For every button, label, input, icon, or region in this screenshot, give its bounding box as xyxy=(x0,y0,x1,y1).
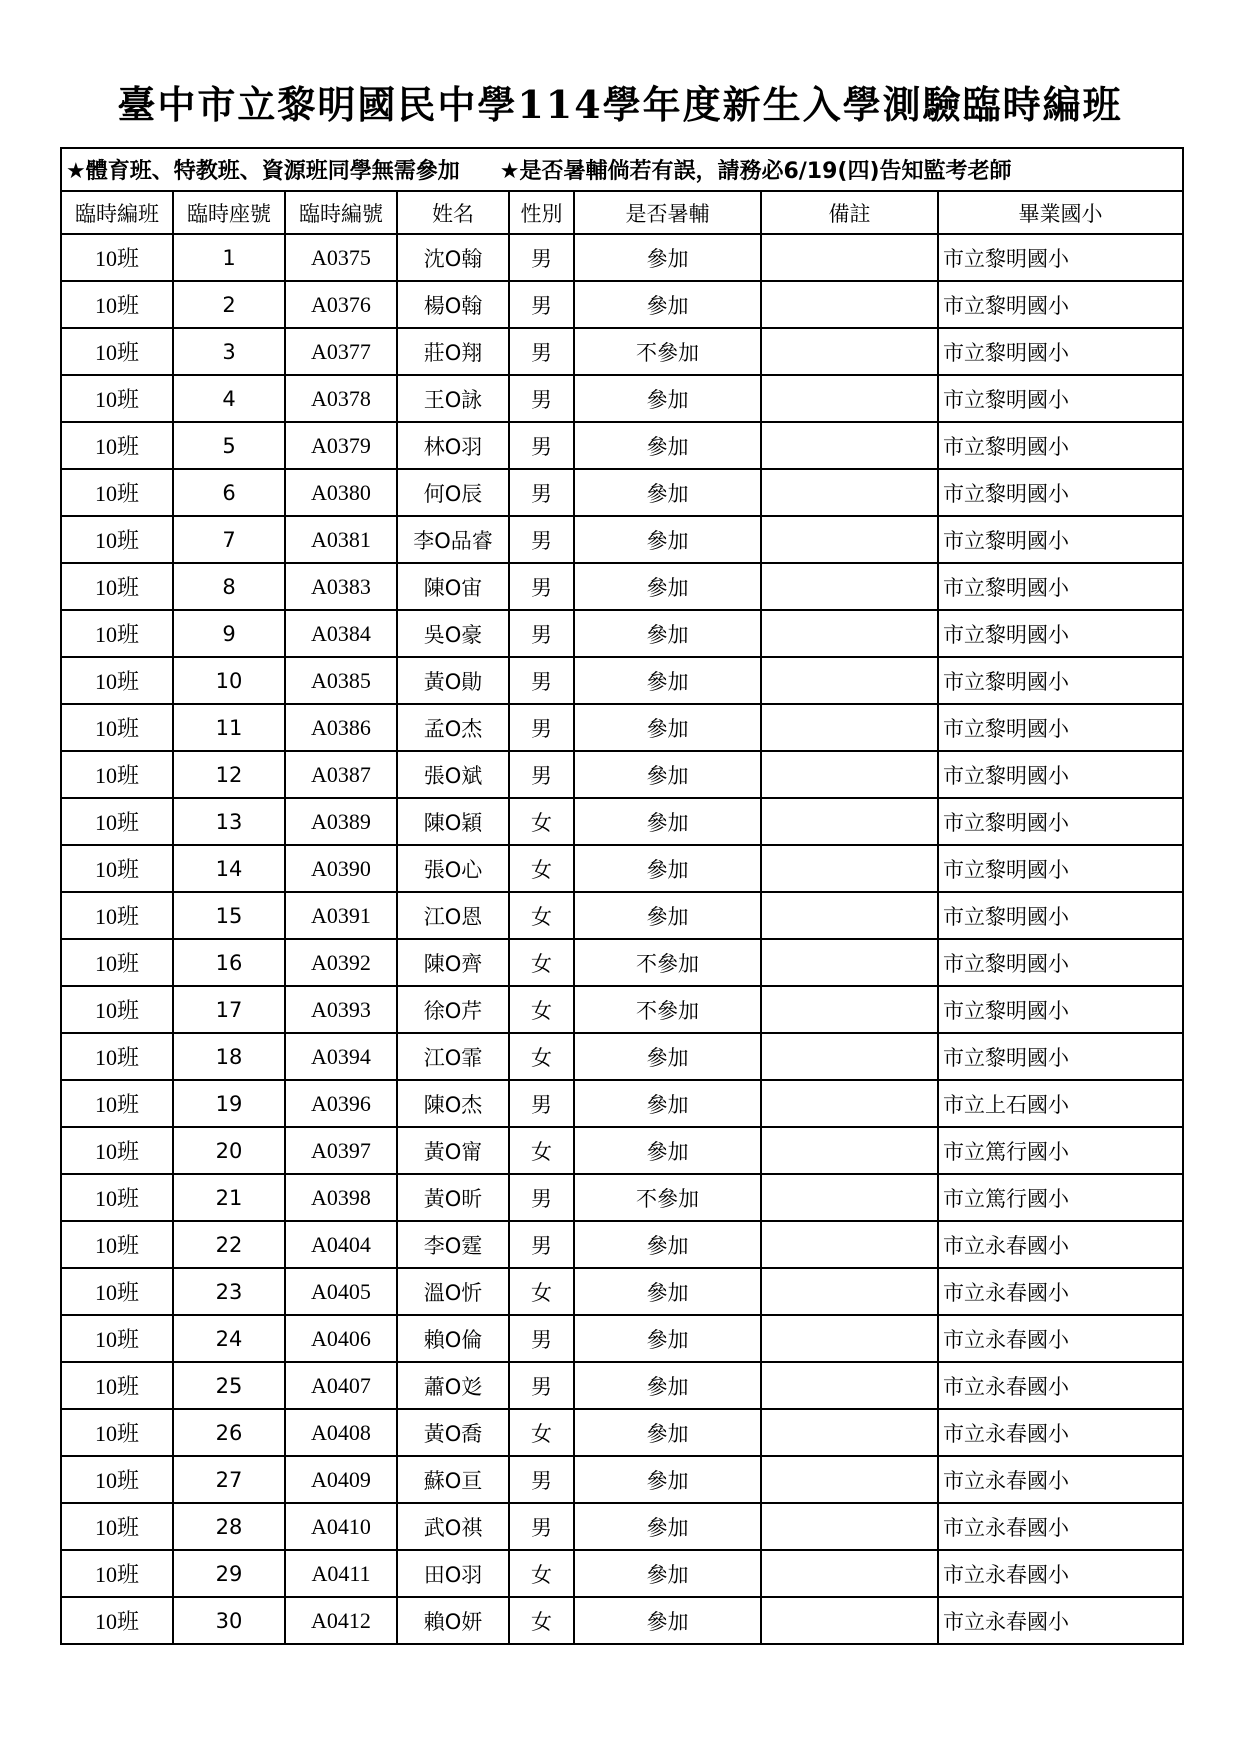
temp-id-cell: A0375 xyxy=(285,234,397,281)
gender-cell: 女 xyxy=(509,1597,574,1644)
elementary-school-cell: 市立黎明國小 xyxy=(938,469,1183,516)
remarks-cell xyxy=(761,1550,938,1597)
temp-id-cell: A0389 xyxy=(285,798,397,845)
remarks-cell xyxy=(761,1597,938,1644)
temp-id-cell: A0410 xyxy=(285,1503,397,1550)
summer-class-cell: 參加 xyxy=(574,1221,761,1268)
remarks-cell xyxy=(761,751,938,798)
remarks-cell xyxy=(761,1127,938,1174)
elementary-school-cell: 市立永春國小 xyxy=(938,1456,1183,1503)
temp-class-cell: 10班 xyxy=(61,234,173,281)
name-cell: 江O恩 xyxy=(397,892,509,939)
elementary-school-cell: 市立篤行國小 xyxy=(938,1127,1183,1174)
gender-cell: 男 xyxy=(509,610,574,657)
temp-id-cell: A0404 xyxy=(285,1221,397,1268)
remarks-cell xyxy=(761,939,938,986)
table-row xyxy=(61,892,1183,939)
gender-cell: 男 xyxy=(509,234,574,281)
col-header-temp-seat: 臨時座號 xyxy=(173,191,285,234)
remarks-cell xyxy=(761,1174,938,1221)
elementary-school-cell: 市立篤行國小 xyxy=(938,1174,1183,1221)
gender-cell: 男 xyxy=(509,1221,574,1268)
temp-id-cell: A0394 xyxy=(285,1033,397,1080)
elementary-school-cell: 市立永春國小 xyxy=(938,1221,1183,1268)
temp-id-cell: A0398 xyxy=(285,1174,397,1221)
table-row xyxy=(61,798,1183,845)
temp-class-cell: 10班 xyxy=(61,375,173,422)
elementary-school-cell: 市立黎明國小 xyxy=(938,610,1183,657)
remarks-cell xyxy=(761,1503,938,1550)
temp-seat-cell: 12 xyxy=(173,751,285,798)
elementary-school-cell: 市立黎明國小 xyxy=(938,751,1183,798)
name-cell: 黃O喬 xyxy=(397,1409,509,1456)
col-header-summer-class: 是否暑輔 xyxy=(574,191,761,234)
temp-id-cell: A0396 xyxy=(285,1080,397,1127)
col-header-remarks: 備註 xyxy=(761,191,938,234)
remarks-cell xyxy=(761,234,938,281)
temp-class-cell: 10班 xyxy=(61,1315,173,1362)
table-row xyxy=(61,845,1183,892)
gender-cell: 男 xyxy=(509,328,574,375)
temp-id-cell: A0377 xyxy=(285,328,397,375)
notice-left: ★體育班、特教班、資源班同學無需參加 xyxy=(66,159,460,184)
temp-class-cell: 10班 xyxy=(61,845,173,892)
elementary-school-cell: 市立黎明國小 xyxy=(938,234,1183,281)
elementary-school-cell: 市立永春國小 xyxy=(938,1409,1183,1456)
summer-class-cell: 參加 xyxy=(574,1362,761,1409)
temp-class-cell: 10班 xyxy=(61,422,173,469)
table-row xyxy=(61,1409,1183,1456)
gender-cell: 男 xyxy=(509,422,574,469)
remarks-cell xyxy=(761,704,938,751)
name-cell: 陳O齊 xyxy=(397,939,509,986)
table-row xyxy=(61,1127,1183,1174)
gender-cell: 女 xyxy=(509,1127,574,1174)
summer-class-cell: 不參加 xyxy=(574,939,761,986)
summer-class-cell: 不參加 xyxy=(574,328,761,375)
remarks-cell xyxy=(761,281,938,328)
temp-seat-cell: 25 xyxy=(173,1362,285,1409)
remarks-cell xyxy=(761,375,938,422)
remarks-cell xyxy=(761,610,938,657)
temp-seat-cell: 23 xyxy=(173,1268,285,1315)
summer-class-cell: 參加 xyxy=(574,1127,761,1174)
remarks-cell xyxy=(761,1033,938,1080)
summer-class-cell: 參加 xyxy=(574,1033,761,1080)
elementary-school-cell: 市立永春國小 xyxy=(938,1362,1183,1409)
temp-id-cell: A0386 xyxy=(285,704,397,751)
elementary-school-cell: 市立永春國小 xyxy=(938,1268,1183,1315)
remarks-cell xyxy=(761,845,938,892)
gender-cell: 女 xyxy=(509,1268,574,1315)
remarks-cell xyxy=(761,1362,938,1409)
name-cell: 吳O豪 xyxy=(397,610,509,657)
temp-class-cell: 10班 xyxy=(61,1174,173,1221)
table-row xyxy=(61,1174,1183,1221)
temp-id-cell: A0387 xyxy=(285,751,397,798)
col-header-temp-class: 臨時編班 xyxy=(61,191,173,234)
summer-class-cell: 參加 xyxy=(574,234,761,281)
temp-class-cell: 10班 xyxy=(61,563,173,610)
temp-id-cell: A0405 xyxy=(285,1268,397,1315)
table-row xyxy=(61,1315,1183,1362)
temp-class-cell: 10班 xyxy=(61,1503,173,1550)
table-row xyxy=(61,1597,1183,1644)
gender-cell: 男 xyxy=(509,751,574,798)
elementary-school-cell: 市立黎明國小 xyxy=(938,281,1183,328)
temp-id-cell: A0406 xyxy=(285,1315,397,1362)
col-header-elementary-school: 畢業國小 xyxy=(938,191,1183,234)
remarks-cell xyxy=(761,1221,938,1268)
name-cell: 黃O勛 xyxy=(397,657,509,704)
summer-class-cell: 參加 xyxy=(574,1080,761,1127)
remarks-cell xyxy=(761,469,938,516)
notice-right: ★是否暑輔倘若有誤，請務必6/19(四)告知監考老師 xyxy=(499,159,1012,184)
temp-class-cell: 10班 xyxy=(61,1268,173,1315)
summer-class-cell: 參加 xyxy=(574,657,761,704)
elementary-school-cell: 市立黎明國小 xyxy=(938,892,1183,939)
table-row xyxy=(61,281,1183,328)
table-row xyxy=(61,1550,1183,1597)
temp-seat-cell: 9 xyxy=(173,610,285,657)
gender-cell: 女 xyxy=(509,798,574,845)
header-row xyxy=(61,191,1183,234)
remarks-cell xyxy=(761,328,938,375)
temp-id-cell: A0407 xyxy=(285,1362,397,1409)
gender-cell: 男 xyxy=(509,469,574,516)
elementary-school-cell: 市立黎明國小 xyxy=(938,328,1183,375)
temp-class-cell: 10班 xyxy=(61,798,173,845)
page-title: 臺中市立黎明國民中學114學年度新生入學測驗臨時編班 xyxy=(117,82,1123,127)
table-row xyxy=(61,234,1183,281)
temp-seat-cell: 19 xyxy=(173,1080,285,1127)
temp-seat-cell: 4 xyxy=(173,375,285,422)
name-cell: 莊O翔 xyxy=(397,328,509,375)
gender-cell: 女 xyxy=(509,1033,574,1080)
remarks-cell xyxy=(761,422,938,469)
temp-id-cell: A0408 xyxy=(285,1409,397,1456)
temp-seat-cell: 17 xyxy=(173,986,285,1033)
temp-seat-cell: 11 xyxy=(173,704,285,751)
name-cell: 江O霏 xyxy=(397,1033,509,1080)
name-cell: 陳O宙 xyxy=(397,563,509,610)
name-cell: 賴O倫 xyxy=(397,1315,509,1362)
summer-class-cell: 參加 xyxy=(574,610,761,657)
temp-class-cell: 10班 xyxy=(61,1033,173,1080)
table-row xyxy=(61,1362,1183,1409)
remarks-cell xyxy=(761,657,938,704)
temp-seat-cell: 7 xyxy=(173,516,285,563)
temp-class-cell: 10班 xyxy=(61,939,173,986)
elementary-school-cell: 市立黎明國小 xyxy=(938,939,1183,986)
summer-class-cell: 參加 xyxy=(574,892,761,939)
table-row xyxy=(61,657,1183,704)
class-roster-table xyxy=(60,147,1184,1645)
name-cell: 張O心 xyxy=(397,845,509,892)
temp-class-cell: 10班 xyxy=(61,657,173,704)
temp-class-cell: 10班 xyxy=(61,1221,173,1268)
temp-seat-cell: 24 xyxy=(173,1315,285,1362)
temp-seat-cell: 30 xyxy=(173,1597,285,1644)
temp-class-cell: 10班 xyxy=(61,328,173,375)
temp-seat-cell: 15 xyxy=(173,892,285,939)
temp-class-cell: 10班 xyxy=(61,986,173,1033)
summer-class-cell: 參加 xyxy=(574,516,761,563)
gender-cell: 男 xyxy=(509,657,574,704)
gender-cell: 男 xyxy=(509,1315,574,1362)
remarks-cell xyxy=(761,892,938,939)
temp-seat-cell: 1 xyxy=(173,234,285,281)
temp-seat-cell: 8 xyxy=(173,563,285,610)
remarks-cell xyxy=(761,1315,938,1362)
temp-seat-cell: 6 xyxy=(173,469,285,516)
table-row xyxy=(61,1221,1183,1268)
gender-cell: 女 xyxy=(509,1409,574,1456)
gender-cell: 女 xyxy=(509,939,574,986)
table-row xyxy=(61,422,1183,469)
temp-id-cell: A0376 xyxy=(285,281,397,328)
name-cell: 武O祺 xyxy=(397,1503,509,1550)
elementary-school-cell: 市立黎明國小 xyxy=(938,375,1183,422)
temp-id-cell: A0378 xyxy=(285,375,397,422)
temp-class-cell: 10班 xyxy=(61,1550,173,1597)
elementary-school-cell: 市立黎明國小 xyxy=(938,704,1183,751)
elementary-school-cell: 市立上石國小 xyxy=(938,1080,1183,1127)
elementary-school-cell: 市立永春國小 xyxy=(938,1597,1183,1644)
temp-id-cell: A0397 xyxy=(285,1127,397,1174)
temp-seat-cell: 26 xyxy=(173,1409,285,1456)
table-row xyxy=(61,328,1183,375)
table-row xyxy=(61,1268,1183,1315)
elementary-school-cell: 市立黎明國小 xyxy=(938,845,1183,892)
temp-seat-cell: 21 xyxy=(173,1174,285,1221)
gender-cell: 男 xyxy=(509,1080,574,1127)
gender-cell: 男 xyxy=(509,563,574,610)
temp-class-cell: 10班 xyxy=(61,281,173,328)
temp-class-cell: 10班 xyxy=(61,751,173,798)
name-cell: 黃O甯 xyxy=(397,1127,509,1174)
table-row xyxy=(61,610,1183,657)
temp-seat-cell: 2 xyxy=(173,281,285,328)
elementary-school-cell: 市立永春國小 xyxy=(938,1550,1183,1597)
remarks-cell xyxy=(761,516,938,563)
temp-id-cell: A0384 xyxy=(285,610,397,657)
notice-cell xyxy=(61,148,1183,191)
temp-class-cell: 10班 xyxy=(61,1409,173,1456)
elementary-school-cell: 市立黎明國小 xyxy=(938,516,1183,563)
summer-class-cell: 參加 xyxy=(574,1597,761,1644)
temp-seat-cell: 13 xyxy=(173,798,285,845)
temp-seat-cell: 22 xyxy=(173,1221,285,1268)
gender-cell: 女 xyxy=(509,892,574,939)
temp-seat-cell: 14 xyxy=(173,845,285,892)
elementary-school-cell: 市立黎明國小 xyxy=(938,798,1183,845)
name-cell: 溫O忻 xyxy=(397,1268,509,1315)
summer-class-cell: 參加 xyxy=(574,1268,761,1315)
name-cell: 孟O杰 xyxy=(397,704,509,751)
summer-class-cell: 參加 xyxy=(574,469,761,516)
temp-id-cell: A0412 xyxy=(285,1597,397,1644)
summer-class-cell: 參加 xyxy=(574,1409,761,1456)
temp-id-cell: A0381 xyxy=(285,516,397,563)
temp-id-cell: A0411 xyxy=(285,1550,397,1597)
summer-class-cell: 參加 xyxy=(574,845,761,892)
temp-id-cell: A0383 xyxy=(285,563,397,610)
col-header-temp-id: 臨時編號 xyxy=(285,191,397,234)
elementary-school-cell: 市立黎明國小 xyxy=(938,422,1183,469)
table-row xyxy=(61,1456,1183,1503)
gender-cell: 男 xyxy=(509,375,574,422)
table-row xyxy=(61,939,1183,986)
name-cell: 陳O杰 xyxy=(397,1080,509,1127)
remarks-cell xyxy=(761,1080,938,1127)
gender-cell: 男 xyxy=(509,516,574,563)
temp-seat-cell: 20 xyxy=(173,1127,285,1174)
remarks-cell xyxy=(761,1456,938,1503)
elementary-school-cell: 市立黎明國小 xyxy=(938,657,1183,704)
summer-class-cell: 參加 xyxy=(574,798,761,845)
name-cell: 楊O翰 xyxy=(397,281,509,328)
temp-class-cell: 10班 xyxy=(61,1456,173,1503)
gender-cell: 女 xyxy=(509,1550,574,1597)
name-cell: 沈O翰 xyxy=(397,234,509,281)
roster-body xyxy=(61,234,1183,1644)
elementary-school-cell: 市立黎明國小 xyxy=(938,1033,1183,1080)
temp-class-cell: 10班 xyxy=(61,704,173,751)
temp-class-cell: 10班 xyxy=(61,469,173,516)
remarks-cell xyxy=(761,563,938,610)
temp-id-cell: A0380 xyxy=(285,469,397,516)
name-cell: 何O辰 xyxy=(397,469,509,516)
remarks-cell xyxy=(761,986,938,1033)
gender-cell: 女 xyxy=(509,986,574,1033)
name-cell: 徐O芹 xyxy=(397,986,509,1033)
temp-class-cell: 10班 xyxy=(61,1127,173,1174)
gender-cell: 男 xyxy=(509,704,574,751)
remarks-cell xyxy=(761,1409,938,1456)
temp-id-cell: A0390 xyxy=(285,845,397,892)
table-row xyxy=(61,469,1183,516)
temp-class-cell: 10班 xyxy=(61,1597,173,1644)
temp-seat-cell: 16 xyxy=(173,939,285,986)
summer-class-cell: 不參加 xyxy=(574,986,761,1033)
remarks-cell xyxy=(761,798,938,845)
table-row xyxy=(61,1503,1183,1550)
temp-id-cell: A0409 xyxy=(285,1456,397,1503)
col-header-gender: 性別 xyxy=(509,191,574,234)
temp-seat-cell: 27 xyxy=(173,1456,285,1503)
name-cell: 蘇O亘 xyxy=(397,1456,509,1503)
summer-class-cell: 參加 xyxy=(574,422,761,469)
name-cell: 李O品睿 xyxy=(397,516,509,563)
summer-class-cell: 參加 xyxy=(574,1550,761,1597)
name-cell: 蕭O彣 xyxy=(397,1362,509,1409)
gender-cell: 男 xyxy=(509,1362,574,1409)
summer-class-cell: 參加 xyxy=(574,375,761,422)
temp-class-cell: 10班 xyxy=(61,892,173,939)
summer-class-cell: 參加 xyxy=(574,563,761,610)
name-cell: 王O詠 xyxy=(397,375,509,422)
summer-class-cell: 參加 xyxy=(574,1503,761,1550)
summer-class-cell: 參加 xyxy=(574,1315,761,1362)
gender-cell: 女 xyxy=(509,845,574,892)
remarks-cell xyxy=(761,1268,938,1315)
temp-id-cell: A0393 xyxy=(285,986,397,1033)
summer-class-cell: 參加 xyxy=(574,751,761,798)
gender-cell: 男 xyxy=(509,1503,574,1550)
temp-id-cell: A0385 xyxy=(285,657,397,704)
summer-class-cell: 參加 xyxy=(574,1456,761,1503)
elementary-school-cell: 市立永春國小 xyxy=(938,1315,1183,1362)
temp-id-cell: A0392 xyxy=(285,939,397,986)
elementary-school-cell: 市立永春國小 xyxy=(938,1503,1183,1550)
name-cell: 黃O昕 xyxy=(397,1174,509,1221)
table-row xyxy=(61,751,1183,798)
temp-class-cell: 10班 xyxy=(61,1080,173,1127)
name-cell: 陳O穎 xyxy=(397,798,509,845)
temp-seat-cell: 10 xyxy=(173,657,285,704)
gender-cell: 男 xyxy=(509,281,574,328)
temp-class-cell: 10班 xyxy=(61,610,173,657)
name-cell: 李O霆 xyxy=(397,1221,509,1268)
gender-cell: 男 xyxy=(509,1174,574,1221)
elementary-school-cell: 市立黎明國小 xyxy=(938,986,1183,1033)
name-cell: 田O羽 xyxy=(397,1550,509,1597)
table-row xyxy=(61,1080,1183,1127)
notice-row xyxy=(61,148,1183,191)
name-cell: 林O羽 xyxy=(397,422,509,469)
table-row xyxy=(61,986,1183,1033)
gender-cell: 男 xyxy=(509,1456,574,1503)
temp-class-cell: 10班 xyxy=(61,1362,173,1409)
temp-id-cell: A0379 xyxy=(285,422,397,469)
table-row xyxy=(61,516,1183,563)
name-cell: 賴O妍 xyxy=(397,1597,509,1644)
temp-seat-cell: 3 xyxy=(173,328,285,375)
temp-seat-cell: 28 xyxy=(173,1503,285,1550)
table-row xyxy=(61,563,1183,610)
summer-class-cell: 參加 xyxy=(574,281,761,328)
temp-seat-cell: 29 xyxy=(173,1550,285,1597)
temp-seat-cell: 5 xyxy=(173,422,285,469)
temp-id-cell: A0391 xyxy=(285,892,397,939)
table-row xyxy=(61,375,1183,422)
summer-class-cell: 參加 xyxy=(574,704,761,751)
name-cell: 張O斌 xyxy=(397,751,509,798)
elementary-school-cell: 市立黎明國小 xyxy=(938,563,1183,610)
temp-seat-cell: 18 xyxy=(173,1033,285,1080)
summer-class-cell: 不參加 xyxy=(574,1174,761,1221)
table-row xyxy=(61,1033,1183,1080)
temp-class-cell: 10班 xyxy=(61,516,173,563)
table-row xyxy=(61,704,1183,751)
col-header-name: 姓名 xyxy=(397,191,509,234)
